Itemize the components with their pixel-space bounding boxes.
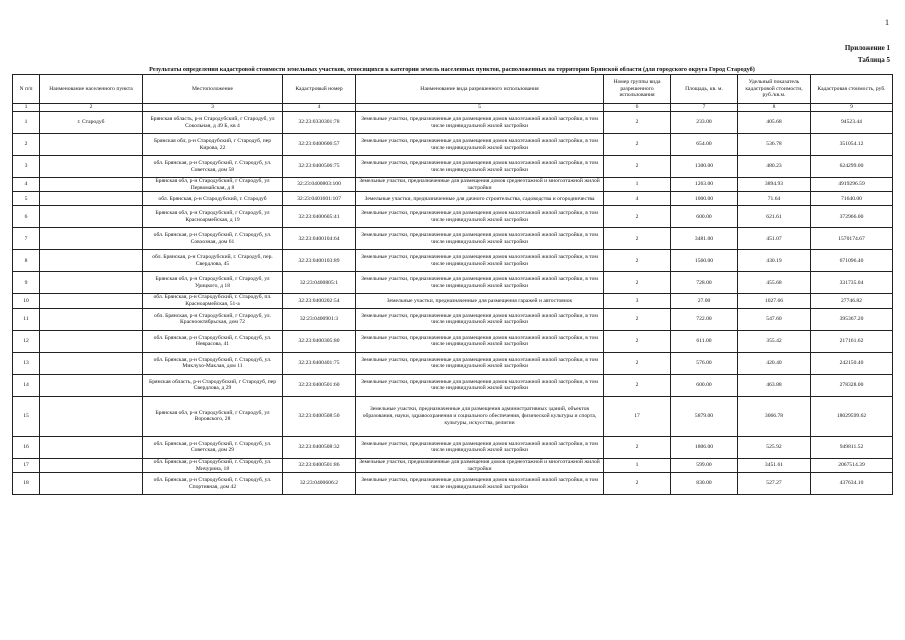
column-number: 3 <box>143 104 283 112</box>
table-row <box>13 374 893 396</box>
permitted-use-cell: Земельные участки, предназначенные для размещения домов малоэтажной жилой застройки, в том числе индивидуальной жилой застройки <box>356 330 604 352</box>
use-group-cell: 2 <box>604 156 671 178</box>
cadastral-value-cell: 949811.52 <box>811 436 893 458</box>
column-header: Удельный показатель кадастровой стоимости, руб./кв.м. <box>738 75 811 104</box>
permitted-use-cell: Земельные участки, предназначенные для размещения домов среднеэтажной и многоэтажной жилой застройки <box>356 458 604 472</box>
column-header: Площадь, кв. м. <box>671 75 738 104</box>
row-number: 4 <box>13 178 40 192</box>
address-cell: обл. Брянская, р-н Стародубский, г. Стародуб, ул. Совхозная, дом 61 <box>143 228 283 250</box>
specific-value-cell: 463.88 <box>738 374 811 396</box>
specific-value-cell: 455.68 <box>738 272 811 294</box>
address-cell: Брянская обл, р-н Стародубский, г Стародуб, пер Кирова, 22 <box>143 134 283 156</box>
cadastral-number-cell: 32:23:0400605:41 <box>283 206 356 228</box>
cadastral-number-cell: 32:23:0400606:57 <box>283 134 356 156</box>
cadastral-number-cell: 32:23:0400103:89 <box>283 250 356 272</box>
row-number: 18 <box>13 473 40 495</box>
table-label: Таблица 5 <box>857 56 890 64</box>
cadastral-number-cell: 32:23:0400501:86 <box>283 458 356 472</box>
cadastral-number-cell: 32:23:0400805:1 <box>283 272 356 294</box>
settlement-cell <box>40 228 143 250</box>
cadastral-number-cell: 32:23:0400305:80 <box>283 330 356 352</box>
permitted-use-cell: Земельные участки, предназначенные для размещения домов малоэтажной жилой застройки, в том числе индивидуальной жилой застройки <box>356 206 604 228</box>
specific-value-cell: 536.78 <box>738 134 811 156</box>
area-cell: 1560.00 <box>671 250 738 272</box>
row-number: 1 <box>13 112 40 134</box>
column-header: Кадастровая стоимость, руб. <box>811 75 893 104</box>
settlement-cell <box>40 308 143 330</box>
settlement-cell <box>40 294 143 308</box>
address-cell: Брянская обл, р-н Стародубский, г Стародуб, ул Красноармейская, д 19 <box>143 206 283 228</box>
area-cell: 654.00 <box>671 134 738 156</box>
address-cell: обл. Брянская, р-н Стародубский, г. Стародуб, ул. Миклухо-Маклая, дом 11 <box>143 352 283 374</box>
address-cell: Брянская область, р-н Стародубский, г Стародуб, ул Сокольная, д 49 Б, кв 4 <box>143 112 283 134</box>
cadastral-value-cell: 27746.82 <box>811 294 893 308</box>
cadastral-value-cell: 372966.00 <box>811 206 893 228</box>
row-number: 10 <box>13 294 40 308</box>
use-group-cell: 1 <box>604 458 671 472</box>
address-cell: обл. Брянская, р-н Стародубский, г. Стародуб, ул. Мичурина, 18 <box>143 458 283 472</box>
document-title: Результаты определения кадастровой стоимости земельных участков, относящихся к категории земель населенных пунктов, расположенных на территории Брянской области (для городского округа Город Стародуб) <box>149 66 755 73</box>
area-cell: 576.00 <box>671 352 738 374</box>
settlement-cell <box>40 178 143 192</box>
address-cell: обл. Брянская, р-н Стародубский, г. Стародуб, ул. Спортивная, дом 42 <box>143 473 283 495</box>
specific-value-cell: 420.40 <box>738 352 811 374</box>
settlement-cell <box>40 272 143 294</box>
table-row <box>13 294 893 308</box>
table-row <box>13 473 893 495</box>
permitted-use-cell: Земельные участки, предназначенные для размещения домов малоэтажной жилой застройки, в том числе индивидуальной жилой застройки <box>356 250 604 272</box>
use-group-cell: 2 <box>604 112 671 134</box>
settlement-cell <box>40 352 143 374</box>
area-cell: 233.00 <box>671 112 738 134</box>
cadastral-value-cell: 437634.10 <box>811 473 893 495</box>
column-number: 6 <box>604 104 671 112</box>
settlement-cell <box>40 473 143 495</box>
use-group-cell: 2 <box>604 250 671 272</box>
row-number: 12 <box>13 330 40 352</box>
row-number: 11 <box>13 308 40 330</box>
use-group-cell: 2 <box>604 330 671 352</box>
specific-value-cell: 3066.78 <box>738 396 811 436</box>
use-group-cell: 2 <box>604 272 671 294</box>
table-row <box>13 192 893 206</box>
settlement-cell <box>40 206 143 228</box>
column-header: Наименование вида разрешенного использования <box>356 75 604 104</box>
cadastral-number-cell: 32:23:0400508:32 <box>283 436 356 458</box>
use-group-cell: 2 <box>604 436 671 458</box>
cadastral-value-cell: 242150.40 <box>811 352 893 374</box>
permitted-use-cell: Земельные участки, предназначенные для размещения домов малоэтажной жилой застройки, в том числе индивидуальной жилой застройки <box>356 473 604 495</box>
address-cell: обл. Брянская, р-н Стародубский, г. Стародуб, пл. Красноармейская, 51-а <box>143 294 283 308</box>
area-cell: 600.00 <box>671 206 738 228</box>
permitted-use-cell: Земельные участки, предназначенные для размещения домов малоэтажной жилой застройки, в том числе индивидуальной жилой застройки <box>356 374 604 396</box>
address-cell: обл. Брянская, р-н Стародубский, г. Стародуб, пер. Свердлова, 45 <box>143 250 283 272</box>
address-cell: обл. Брянская, р-н Стародубский, г. Стародуб, ул. Советская, дом 29 <box>143 436 283 458</box>
cadastral-value-cell: 278328.00 <box>811 374 893 396</box>
settlement-cell: г. Стародуб <box>40 112 143 134</box>
specific-value-cell: 621.61 <box>738 206 811 228</box>
column-header: Кадастровый номер <box>283 75 356 104</box>
row-number: 6 <box>13 206 40 228</box>
cadastral-number-cell: 32:23:0400901:3 <box>283 308 356 330</box>
table-row <box>13 112 893 134</box>
specific-value-cell: 430.19 <box>738 250 811 272</box>
cadastral-value-cell: 395367.20 <box>811 308 893 330</box>
cadastral-value-cell: 4919296.59 <box>811 178 893 192</box>
specific-value-cell: 1027.66 <box>738 294 811 308</box>
table-row <box>13 156 893 178</box>
area-cell: 722.00 <box>671 308 738 330</box>
cadastral-number-cell: 32:23:0401601:107 <box>283 192 356 206</box>
use-group-cell: 2 <box>604 228 671 250</box>
use-group-cell: 17 <box>604 396 671 436</box>
area-cell: 728.00 <box>671 272 738 294</box>
permitted-use-cell: Земельные участки, предназначенные для размещения домов малоэтажной жилой застройки, в том числе индивидуальной жилой застройки <box>356 112 604 134</box>
specific-value-cell: 527.27 <box>738 473 811 495</box>
row-number: 9 <box>13 272 40 294</box>
area-cell: 1300.00 <box>671 156 738 178</box>
settlement-cell <box>40 156 143 178</box>
area-cell: 611.00 <box>671 330 738 352</box>
column-number: 8 <box>738 104 811 112</box>
cadastral-value-cell: 94523.44 <box>811 112 893 134</box>
column-header: Наименование населенного пункта <box>40 75 143 104</box>
area-cell: 3481.00 <box>671 228 738 250</box>
use-group-cell: 3 <box>604 294 671 308</box>
permitted-use-cell: Земельные участки, предназначенные для размещения административных зданий, объектов образования, науки, здравоохранения и социального обеспечения, физической культуры и спорта, культуры, искусства, религии <box>356 396 604 436</box>
address-cell: обл. Брянская, р-н Стародубский, г Стародуб, ул. Краснооктябрьская, дом 72 <box>143 308 283 330</box>
header-row <box>13 75 893 104</box>
column-header: Местоположение <box>143 75 283 104</box>
cadastral-number-cell: 32:23:0400501:60 <box>283 374 356 396</box>
table-row <box>13 352 893 374</box>
specific-value-cell: 355.42 <box>738 330 811 352</box>
specific-value-cell: 71.64 <box>738 192 811 206</box>
address-cell: Брянская обл, р-н Стародубский, г Стародуб, ул Урицкого, д 18 <box>143 272 283 294</box>
use-group-cell: 2 <box>604 134 671 156</box>
permitted-use-cell: Земельные участки, предназначенные для размещения домов малоэтажной жилой застройки, в том числе индивидуальной жилой застройки <box>356 134 604 156</box>
specific-value-cell: 405.68 <box>738 112 811 134</box>
column-number: 9 <box>811 104 893 112</box>
area-cell: 1000.00 <box>671 192 738 206</box>
cadastral-number-cell: 32:23:0330301:78 <box>283 112 356 134</box>
table-row <box>13 436 893 458</box>
address-cell: Брянская обл, р-н Стародубский, г Стародуб, ул Первомайская, д 8 <box>143 178 283 192</box>
column-number: 7 <box>671 104 738 112</box>
settlement-cell <box>40 458 143 472</box>
permitted-use-cell: Земельные участки, предназначенные для размещения домов малоэтажной жилой застройки, в том числе индивидуальной жилой застройки <box>356 272 604 294</box>
use-group-cell: 1 <box>604 178 671 192</box>
cadastral-number-cell: 32:23:0400508:50 <box>283 396 356 436</box>
cadastral-number-cell: 32:23:0400202:54 <box>283 294 356 308</box>
address-cell: Брянская обл, р-н Стародубский, г Стародуб, ул Воровского, 28 <box>143 396 283 436</box>
area-cell: 599.00 <box>671 458 738 472</box>
column-number: 1 <box>13 104 40 112</box>
cadastral-value-cell: 624299.00 <box>811 156 893 178</box>
use-group-cell: 2 <box>604 352 671 374</box>
row-number: 5 <box>13 192 40 206</box>
use-group-cell: 2 <box>604 374 671 396</box>
cadastral-value-cell: 331735.04 <box>811 272 893 294</box>
address-cell: Брянская область, р-н Стародубский, г Стародуб, пер Свердлова, д 29 <box>143 374 283 396</box>
table-body <box>13 112 893 495</box>
appendix-label: Приложение 1 <box>844 44 890 52</box>
cadastral-number-cell: 32:23:0400803:100 <box>283 178 356 192</box>
column-number: 4 <box>283 104 356 112</box>
use-group-cell: 2 <box>604 308 671 330</box>
cadastral-value-cell: 1570174.67 <box>811 228 893 250</box>
table-row <box>13 228 893 250</box>
area-cell: 600.00 <box>671 374 738 396</box>
row-number: 15 <box>13 396 40 436</box>
specific-value-cell: 3451.61 <box>738 458 811 472</box>
column-number: 5 <box>356 104 604 112</box>
permitted-use-cell: Земельные участки, предназначенные для размещения домов среднеэтажной и многоэтажной жилой застройки <box>356 178 604 192</box>
cadastral-number-cell: 32:23:0400506:75 <box>283 156 356 178</box>
settlement-cell <box>40 330 143 352</box>
cadastral-number-cell: 32:23:0400606:2 <box>283 473 356 495</box>
settlement-cell <box>40 436 143 458</box>
address-cell: обл. Брянская, р-н Стародубский, г. Стародуб, ул. Советская, дом 58 <box>143 156 283 178</box>
row-number: 16 <box>13 436 40 458</box>
row-number: 7 <box>13 228 40 250</box>
table-row <box>13 134 893 156</box>
permitted-use-cell: Земельные участки, предназначенные для размещения домов малоэтажной жилой застройки, в том числе индивидуальной жилой застройки <box>356 156 604 178</box>
table-row <box>13 178 893 192</box>
area-cell: 1806.00 <box>671 436 738 458</box>
permitted-use-cell: Земельные участки, предназначенные для размещения домов малоэтажной жилой застройки, в том числе индивидуальной жилой застройки <box>356 228 604 250</box>
address-cell: обл. Брянская, р-н Стародубский, г. Стародуб <box>143 192 283 206</box>
column-number-row <box>13 104 893 112</box>
table-row <box>13 396 893 436</box>
page-number: 1 <box>885 18 889 27</box>
cadastral-number-cell: 32:23:0400401:75 <box>283 352 356 374</box>
area-cell: 27.00 <box>671 294 738 308</box>
permitted-use-cell: Земельные участки, предназначенные для дачного строительства, садоводства и огородничества <box>356 192 604 206</box>
area-cell: 830.00 <box>671 473 738 495</box>
column-header: N п/п <box>13 75 40 104</box>
settlement-cell <box>40 374 143 396</box>
table-row <box>13 458 893 472</box>
table-row <box>13 272 893 294</box>
specific-value-cell: 525.92 <box>738 436 811 458</box>
row-number: 13 <box>13 352 40 374</box>
permitted-use-cell: Земельные участки, предназначенные для размещения домов малоэтажной жилой застройки, в том числе индивидуальной жилой застройки <box>356 436 604 458</box>
cadastral-value-cell: 671096.40 <box>811 250 893 272</box>
table-row <box>13 330 893 352</box>
row-number: 17 <box>13 458 40 472</box>
row-number: 2 <box>13 134 40 156</box>
specific-value-cell: 451.07 <box>738 228 811 250</box>
settlement-cell <box>40 134 143 156</box>
settlement-cell <box>40 396 143 436</box>
settlement-cell <box>40 192 143 206</box>
table-row <box>13 206 893 228</box>
address-cell: обл. Брянская, р-н Стародубский, г. Стародуб, ул. Неврасова, 41 <box>143 330 283 352</box>
area-cell: 5879.00 <box>671 396 738 436</box>
use-group-cell: 2 <box>604 473 671 495</box>
specific-value-cell: 3894.93 <box>738 178 811 192</box>
use-group-cell: 4 <box>604 192 671 206</box>
cadastral-value-table <box>12 74 893 495</box>
permitted-use-cell: Земельные участки, предназначенные для размещения домов малоэтажной жилой застройки, в том числе индивидуальной жилой застройки <box>356 308 604 330</box>
permitted-use-cell: Земельные участки, предназначенные для размещения домов малоэтажной жилой застройки, в том числе индивидуальной жилой застройки <box>356 352 604 374</box>
cadastral-value-cell: 71640.00 <box>811 192 893 206</box>
specific-value-cell: 547.60 <box>738 308 811 330</box>
column-header: Номер группы вида разрешенного использования <box>604 75 671 104</box>
cadastral-number-cell: 32:23:0400104:64 <box>283 228 356 250</box>
cadastral-value-cell: 2067514.39 <box>811 458 893 472</box>
row-number: 8 <box>13 250 40 272</box>
use-group-cell: 2 <box>604 206 671 228</box>
settlement-cell <box>40 250 143 272</box>
table-row <box>13 250 893 272</box>
cadastral-value-cell: 217161.62 <box>811 330 893 352</box>
row-number: 3 <box>13 156 40 178</box>
row-number: 14 <box>13 374 40 396</box>
cadastral-value-cell: 351054.12 <box>811 134 893 156</box>
column-number: 2 <box>40 104 143 112</box>
table-row <box>13 308 893 330</box>
area-cell: 1263.00 <box>671 178 738 192</box>
specific-value-cell: 480.23 <box>738 156 811 178</box>
permitted-use-cell: Земельные участки, предназначенные для размещения гаражей и автостоянок <box>356 294 604 308</box>
cadastral-value-cell: 18029599.62 <box>811 396 893 436</box>
